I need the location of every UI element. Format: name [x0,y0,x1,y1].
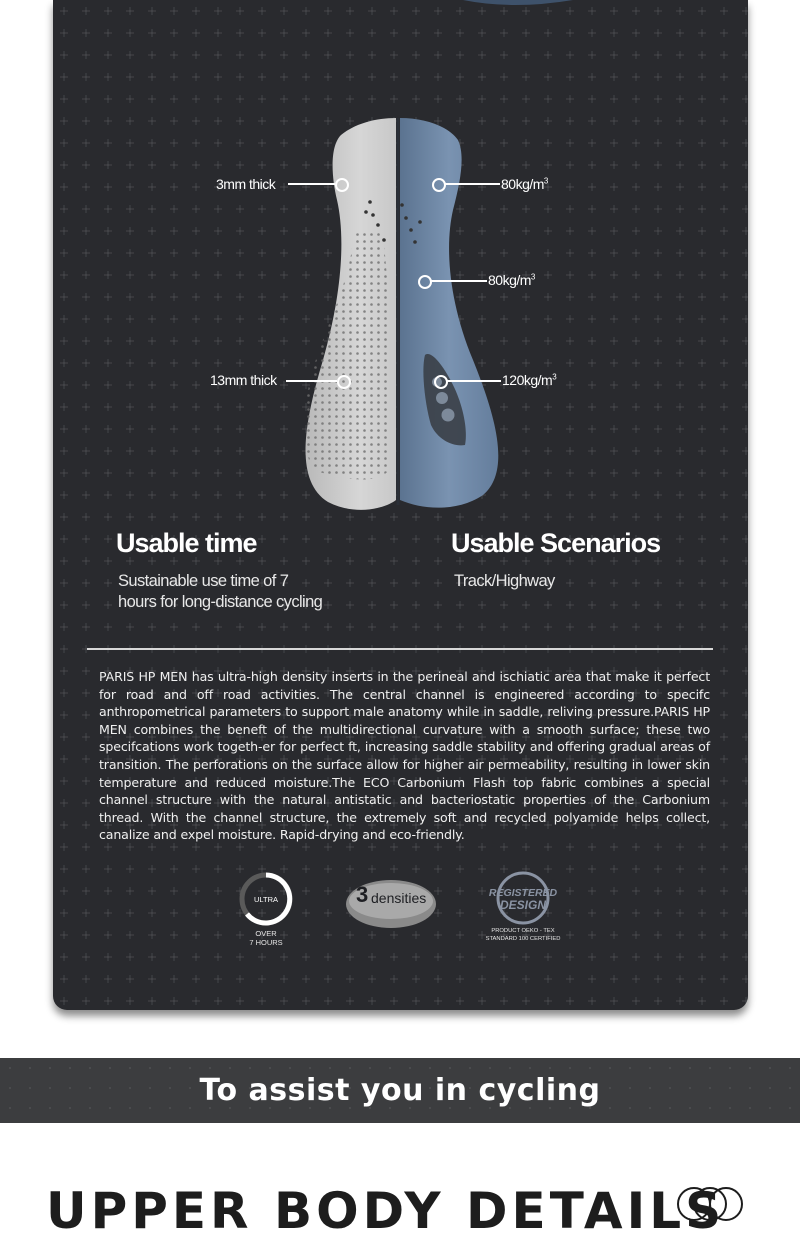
ultra-label: ULTRA [253,895,279,904]
upper-body-details-heading: UPPER BODY DETAILS [46,1182,726,1240]
label-top-density: $80kg/m^3$ [501,176,548,192]
usable-time-desc: Sustainable use time of 7 hours for long-distance cycling [118,572,323,611]
chamois-insert-diagram [53,0,748,520]
banner-title: To assist you in cycling [199,1073,601,1108]
product-detail-card [53,0,748,1010]
ultra-ring-icon [237,870,297,930]
registered-design-badge [483,870,563,950]
next-section-heading [0,1176,800,1240]
registered-line1: REGISTERED [488,887,558,899]
usable-scenarios-desc: Track/Highway [454,572,555,590]
label-13mm-thick: 13mm thick [210,372,277,388]
densities-icon [344,874,438,932]
product-description: PARIS HP MEN has ultra-high density inserts in the perineal and ischiatic area that make it perfect for road and off road activities. The central channel is engineered according to specifc anthropometrical parameters to support male anatomy while in saddle, reliving pressure.PARIS HP MEN combines the beneft of the multidirectional curvature with a smooth surface; these two specifcations work togeth-er for perfect ft, increasing saddle stability and offering gradual areas of transition. The perforations on the surface allow for higher air permeability, resulting in lower skin temperature and reduced moisture.The ECO Carbonium Flash top fabric combines a special channel structure with the natural antistatic and bacteriostatic properties of the Carbonium thread. With the channel structure, the extremely soft and recycled polyamide helps collect, canalize and expel moisture. Rapid-drying and eco-friendly. [99,669,710,843]
registered-line2: DESIGN [499,898,547,912]
usable-scenarios-title: Usable Scenarios [451,528,661,558]
label-bottom-density: $120kg/m^3$ [502,372,557,388]
registered-design-icon [483,870,563,928]
three-densities-badge [344,874,438,932]
densities-number: 3 [356,882,369,907]
ultra-caption: OVER 7 HOURS [249,929,283,947]
rings-logo-icon [670,1184,750,1214]
usable-time-title: Usable time [116,528,257,558]
densities-label: densities [371,890,427,906]
section-divider [87,648,713,650]
label-3mm-thick: 3mm thick [216,176,276,192]
registered-caption: PRODUCT OEKO - TEX STANDARD 100 CERTIFIED [485,928,561,942]
insert-blue-half [400,118,498,508]
assist-cycling-banner [0,1058,800,1123]
label-mid-density: $80kg/m^3$ [488,272,535,288]
ultra-badge [237,870,297,950]
